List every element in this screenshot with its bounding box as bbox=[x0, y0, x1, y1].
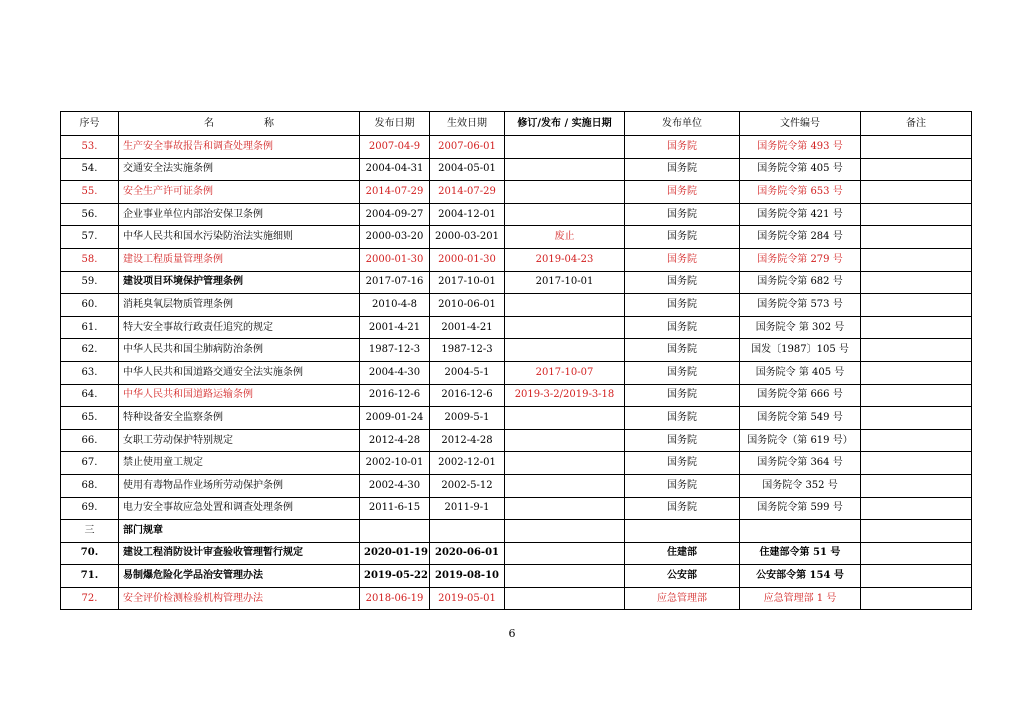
row-effective-date: 2019-05-01 bbox=[430, 587, 505, 610]
row-effective-date: 2000-01-30 bbox=[430, 248, 505, 271]
row-remark bbox=[861, 203, 972, 226]
row-issuer: 国务院 bbox=[625, 294, 740, 317]
row-name: 中华人民共和国尘肺病防治条例 bbox=[119, 339, 360, 362]
row-remark bbox=[861, 497, 972, 520]
row-name: 中华人民共和国水污染防治法实施细则 bbox=[119, 226, 360, 249]
row-effective-date: 2004-05-01 bbox=[430, 158, 505, 181]
table-row bbox=[61, 316, 972, 339]
header-name: 名 称 bbox=[119, 112, 360, 136]
row-effective-date: 2016-12-6 bbox=[430, 384, 505, 407]
row-name: 交通安全法实施条例 bbox=[119, 158, 360, 181]
row-name: 电力安全事故应急处置和调查处理条例 bbox=[119, 497, 360, 520]
row-no: 三 bbox=[61, 520, 119, 543]
table-row bbox=[61, 407, 972, 430]
row-publish-date: 2004-09-27 bbox=[360, 203, 430, 226]
row-doc-number: 国务院令第 493 号 bbox=[740, 136, 861, 159]
row-publish-date: 2014-07-29 bbox=[360, 181, 430, 204]
row-effective-date bbox=[430, 520, 505, 543]
row-no: 69. bbox=[61, 497, 119, 520]
row-issuer: 国务院 bbox=[625, 136, 740, 159]
header-publish-date: 发布日期 bbox=[360, 112, 430, 136]
row-issuer: 国务院 bbox=[625, 452, 740, 475]
row-revision-date: 2017-10-07 bbox=[505, 361, 625, 384]
row-name: 企业事业单位内部治安保卫条例 bbox=[119, 203, 360, 226]
table-row bbox=[61, 429, 972, 452]
row-doc-number: 国务院令第 549 号 bbox=[740, 407, 861, 430]
row-revision-date bbox=[505, 474, 625, 497]
row-no: 67. bbox=[61, 452, 119, 475]
row-no: 58. bbox=[61, 248, 119, 271]
table-row bbox=[61, 384, 972, 407]
row-issuer: 住建部 bbox=[625, 542, 740, 565]
row-revision-date bbox=[505, 429, 625, 452]
row-remark bbox=[861, 361, 972, 384]
row-doc-number: 住建部令第 51 号 bbox=[740, 542, 861, 565]
row-doc-number: 公安部令第 154 号 bbox=[740, 565, 861, 588]
row-doc-number: 国务院令第 682 号 bbox=[740, 271, 861, 294]
row-doc-number: 国务院令 第 302 号 bbox=[740, 316, 861, 339]
row-issuer: 国务院 bbox=[625, 361, 740, 384]
row-issuer: 国务院 bbox=[625, 339, 740, 362]
row-name: 部门规章 bbox=[119, 520, 360, 543]
row-effective-date: 1987-12-3 bbox=[430, 339, 505, 362]
row-doc-number: 国务院令第 666 号 bbox=[740, 384, 861, 407]
row-doc-number: 国务院令第 405 号 bbox=[740, 158, 861, 181]
row-doc-number: 国务院令（第 619 号） bbox=[740, 429, 861, 452]
row-effective-date: 2004-5-1 bbox=[430, 361, 505, 384]
row-remark bbox=[861, 339, 972, 362]
row-publish-date: 2004-04-31 bbox=[360, 158, 430, 181]
row-remark bbox=[861, 294, 972, 317]
row-publish-date: 2007-04-9 bbox=[360, 136, 430, 159]
row-publish-date: 2020-01-19 bbox=[360, 542, 430, 565]
header-issuer: 发布单位 bbox=[625, 112, 740, 136]
table-row bbox=[61, 203, 972, 226]
table-row bbox=[61, 565, 972, 588]
row-doc-number: 国务院令第 284 号 bbox=[740, 226, 861, 249]
row-revision-date bbox=[505, 181, 625, 204]
row-effective-date: 2014-07-29 bbox=[430, 181, 505, 204]
row-remark bbox=[861, 542, 972, 565]
table-row bbox=[61, 158, 972, 181]
row-name: 建设工程质量管理条例 bbox=[119, 248, 360, 271]
row-effective-date: 2000-03-201 bbox=[430, 226, 505, 249]
row-no: 70. bbox=[61, 542, 119, 565]
row-doc-number: 国务院令第 421 号 bbox=[740, 203, 861, 226]
row-issuer: 国务院 bbox=[625, 181, 740, 204]
row-remark bbox=[861, 474, 972, 497]
row-doc-number: 国务院令第 653 号 bbox=[740, 181, 861, 204]
row-no: 56. bbox=[61, 203, 119, 226]
row-revision-date bbox=[505, 542, 625, 565]
row-effective-date: 2012-4-28 bbox=[430, 429, 505, 452]
row-no: 62. bbox=[61, 339, 119, 362]
row-name: 生产安全事故报告和调查处理条例 bbox=[119, 136, 360, 159]
table-row bbox=[61, 497, 972, 520]
row-issuer: 国务院 bbox=[625, 384, 740, 407]
row-effective-date: 2002-5-12 bbox=[430, 474, 505, 497]
table-row bbox=[61, 294, 972, 317]
row-publish-date: 2017-07-16 bbox=[360, 271, 430, 294]
row-publish-date: 1987-12-3 bbox=[360, 339, 430, 362]
table-header-row bbox=[61, 112, 972, 136]
row-remark bbox=[861, 429, 972, 452]
header-doc-number: 文件编号 bbox=[740, 112, 861, 136]
row-remark bbox=[861, 181, 972, 204]
header-effective-date: 生效日期 bbox=[430, 112, 505, 136]
row-remark bbox=[861, 587, 972, 610]
row-doc-number: 国务院令第 279 号 bbox=[740, 248, 861, 271]
row-remark bbox=[861, 316, 972, 339]
regulations-table bbox=[60, 111, 972, 610]
table-row bbox=[61, 136, 972, 159]
row-issuer: 国务院 bbox=[625, 271, 740, 294]
row-publish-date: 2010-4-8 bbox=[360, 294, 430, 317]
row-issuer: 国务院 bbox=[625, 429, 740, 452]
row-effective-date: 2019-08-10 bbox=[430, 565, 505, 588]
row-revision-date bbox=[505, 136, 625, 159]
row-no: 53. bbox=[61, 136, 119, 159]
table-row bbox=[61, 542, 972, 565]
row-revision-date: 废止 bbox=[505, 226, 625, 249]
row-name: 特大安全事故行政责任追究的规定 bbox=[119, 316, 360, 339]
table-row bbox=[61, 181, 972, 204]
row-remark bbox=[861, 520, 972, 543]
row-revision-date: 2017-10-01 bbox=[505, 271, 625, 294]
row-revision-date bbox=[505, 520, 625, 543]
row-doc-number bbox=[740, 520, 861, 543]
table-row bbox=[61, 452, 972, 475]
row-effective-date: 2010-06-01 bbox=[430, 294, 505, 317]
table-row bbox=[61, 226, 972, 249]
row-remark bbox=[861, 565, 972, 588]
row-issuer: 国务院 bbox=[625, 316, 740, 339]
row-remark bbox=[861, 271, 972, 294]
row-name: 易制爆危险化学品治安管理办法 bbox=[119, 565, 360, 588]
row-no: 61. bbox=[61, 316, 119, 339]
row-name: 安全评价检测检验机构管理办法 bbox=[119, 587, 360, 610]
row-revision-date bbox=[505, 294, 625, 317]
row-effective-date: 2004-12-01 bbox=[430, 203, 505, 226]
row-issuer: 国务院 bbox=[625, 248, 740, 271]
row-publish-date: 2011-6-15 bbox=[360, 497, 430, 520]
row-name: 建设项目环境保护管理条例 bbox=[119, 271, 360, 294]
row-doc-number: 国务院令第 573 号 bbox=[740, 294, 861, 317]
row-remark bbox=[861, 136, 972, 159]
row-remark bbox=[861, 452, 972, 475]
row-issuer: 国务院 bbox=[625, 203, 740, 226]
header-remark: 备注 bbox=[861, 112, 972, 136]
row-revision-date: 2019-3-2/2019-3-18 bbox=[505, 384, 625, 407]
row-doc-number: 国发〔1987〕105 号 bbox=[740, 339, 861, 362]
row-issuer: 国务院 bbox=[625, 407, 740, 430]
row-effective-date: 2011-9-1 bbox=[430, 497, 505, 520]
row-no: 60. bbox=[61, 294, 119, 317]
row-remark bbox=[861, 226, 972, 249]
row-effective-date: 2001-4-21 bbox=[430, 316, 505, 339]
row-revision-date bbox=[505, 158, 625, 181]
row-name: 消耗臭氧层物质管理条例 bbox=[119, 294, 360, 317]
row-revision-date bbox=[505, 316, 625, 339]
table-row bbox=[61, 587, 972, 610]
row-no: 72. bbox=[61, 587, 119, 610]
row-revision-date bbox=[505, 497, 625, 520]
row-revision-date bbox=[505, 203, 625, 226]
row-no: 54. bbox=[61, 158, 119, 181]
row-effective-date: 2002-12-01 bbox=[430, 452, 505, 475]
table-row bbox=[61, 248, 972, 271]
row-effective-date: 2009-5-1 bbox=[430, 407, 505, 430]
row-no: 65. bbox=[61, 407, 119, 430]
row-name: 中华人民共和国道路交通安全法实施条例 bbox=[119, 361, 360, 384]
table-row bbox=[61, 361, 972, 384]
row-doc-number: 国务院令 352 号 bbox=[740, 474, 861, 497]
row-publish-date: 2001-4-21 bbox=[360, 316, 430, 339]
header-revision-date: 修订/发布 / 实施日期 bbox=[505, 112, 625, 136]
row-revision-date bbox=[505, 452, 625, 475]
row-name: 建设工程消防设计审查验收管理暂行规定 bbox=[119, 542, 360, 565]
row-no: 66. bbox=[61, 429, 119, 452]
row-publish-date: 2002-4-30 bbox=[360, 474, 430, 497]
row-publish-date: 2002-10-01 bbox=[360, 452, 430, 475]
row-revision-date bbox=[505, 587, 625, 610]
page-number: 6 bbox=[508, 627, 516, 640]
row-doc-number: 国务院令第 364 号 bbox=[740, 452, 861, 475]
row-no: 68. bbox=[61, 474, 119, 497]
row-name: 使用有毒物品作业场所劳动保护条例 bbox=[119, 474, 360, 497]
row-revision-date: 2019-04-23 bbox=[505, 248, 625, 271]
row-name: 安全生产许可证条例 bbox=[119, 181, 360, 204]
row-name: 中华人民共和国道路运输条例 bbox=[119, 384, 360, 407]
row-doc-number: 国务院令 第 405 号 bbox=[740, 361, 861, 384]
row-name: 禁止使用童工规定 bbox=[119, 452, 360, 475]
row-issuer: 公安部 bbox=[625, 565, 740, 588]
row-issuer: 国务院 bbox=[625, 474, 740, 497]
row-issuer: 国务院 bbox=[625, 497, 740, 520]
row-no: 59. bbox=[61, 271, 119, 294]
row-effective-date: 2017-10-01 bbox=[430, 271, 505, 294]
row-publish-date: 2000-01-30 bbox=[360, 248, 430, 271]
row-publish-date: 2009-01-24 bbox=[360, 407, 430, 430]
row-issuer bbox=[625, 520, 740, 543]
table-row bbox=[61, 339, 972, 362]
row-publish-date bbox=[360, 520, 430, 543]
row-remark bbox=[861, 248, 972, 271]
row-publish-date: 2016-12-6 bbox=[360, 384, 430, 407]
row-name: 特种设备安全监察条例 bbox=[119, 407, 360, 430]
header-no: 序号 bbox=[61, 112, 119, 136]
row-issuer: 国务院 bbox=[625, 158, 740, 181]
row-doc-number: 国务院令第 599 号 bbox=[740, 497, 861, 520]
row-effective-date: 2020-06-01 bbox=[430, 542, 505, 565]
row-doc-number: 应急管理部 1 号 bbox=[740, 587, 861, 610]
row-remark bbox=[861, 158, 972, 181]
row-remark bbox=[861, 407, 972, 430]
row-no: 64. bbox=[61, 384, 119, 407]
row-no: 55. bbox=[61, 181, 119, 204]
table-row bbox=[61, 520, 972, 543]
row-revision-date bbox=[505, 407, 625, 430]
row-publish-date: 2000-03-20 bbox=[360, 226, 430, 249]
row-revision-date bbox=[505, 339, 625, 362]
row-issuer: 国务院 bbox=[625, 226, 740, 249]
row-publish-date: 2018-06-19 bbox=[360, 587, 430, 610]
row-publish-date: 2004-4-30 bbox=[360, 361, 430, 384]
row-effective-date: 2007-06-01 bbox=[430, 136, 505, 159]
table-row bbox=[61, 271, 972, 294]
row-revision-date bbox=[505, 565, 625, 588]
row-issuer: 应急管理部 bbox=[625, 587, 740, 610]
table-row bbox=[61, 474, 972, 497]
row-no: 71. bbox=[61, 565, 119, 588]
row-remark bbox=[861, 384, 972, 407]
row-no: 63. bbox=[61, 361, 119, 384]
row-publish-date: 2012-4-28 bbox=[360, 429, 430, 452]
row-name: 女职工劳动保护特别规定 bbox=[119, 429, 360, 452]
row-publish-date: 2019-05-22 bbox=[360, 565, 430, 588]
row-no: 57. bbox=[61, 226, 119, 249]
